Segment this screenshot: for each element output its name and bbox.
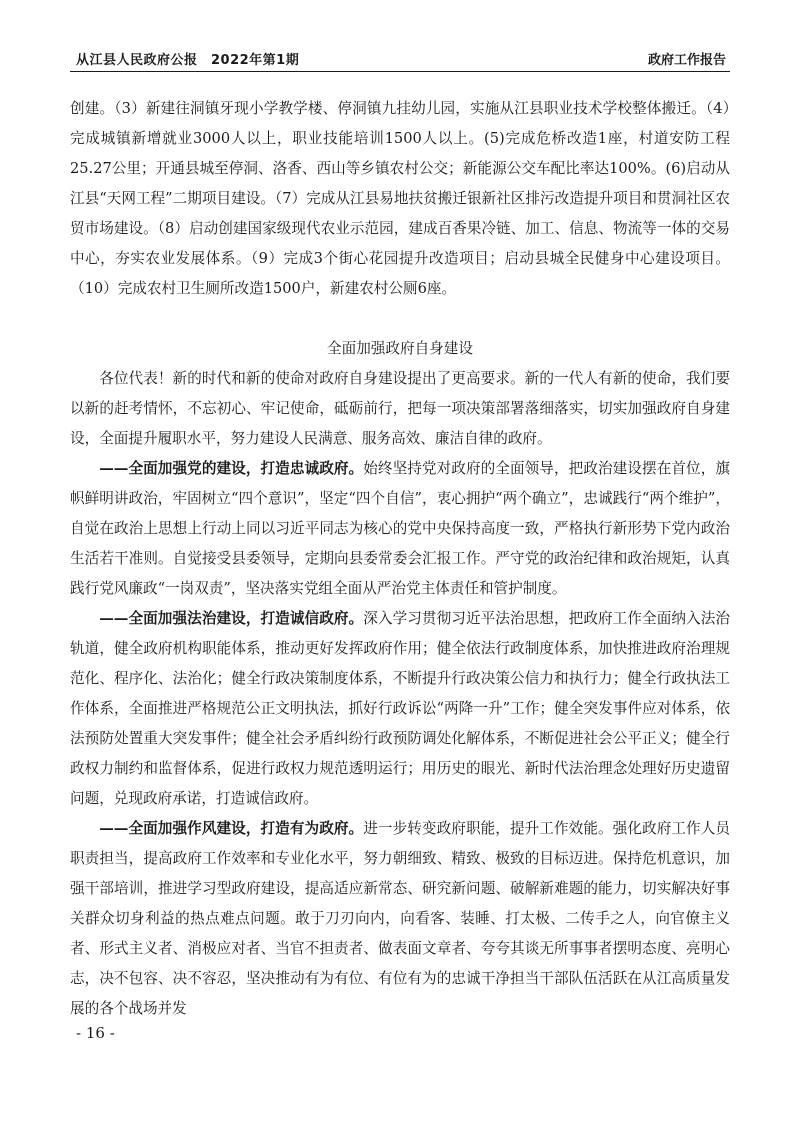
lead-rule-of-law: ——全面加强法治建设，打造诚信政府。 (99, 610, 364, 627)
document-body (70, 94, 730, 1024)
section-label: 政府工作报告 (647, 53, 726, 68)
gazette-title: 从江县人民政府公报 2022年第1期 (76, 53, 300, 68)
text-party-building: 始终坚持党对政府的全面领导，把政治建设摆在首位，旗帜鲜明讲政治，牢固树立“四个意识”，坚定“四个自信”，衷心拥护“两个确立”，忠诚践行“两个维护”，自觉在政治上思想上行动上同以习近平同志为核心的党中央保持高度一致，严格执行新形势下党内政治生活若干准则。自觉接受县委领导，定期向县委常委会汇报工作。严守党的政治纪律和政治规矩，认真践行党风廉政“一岗双责”，坚决落实党组全面从严治党主体责任和管护制度。 (70, 460, 730, 597)
paragraph-work-style (70, 814, 730, 1024)
page-number: - 16 - (76, 1024, 115, 1042)
paragraph-intro: 各位代表！新的时代和新的使命对政府自身建设提出了更高要求。新的一代人有新的使命，我们要以新的赶考情怀，不忘初心、牢记使命，砥砺前行，把每一项决策部署落细落实，切实加强政府自身建设，全面提升履职水平，努力建设人民满意、服务高效、廉洁自律的政府。 (70, 370, 730, 447)
lead-work-style: ——全面加强作风建设，打造有为政府。 (99, 820, 364, 837)
page-header (70, 45, 730, 72)
text-work-style: 进一步转变政府职能，提升工作效能。强化政府工作人员职责担当，提高政府工作效率和专业化水平，努力朝细致、精致、极致的目标迈进。保持危机意识，加强干部培训，推进学习型政府建设，提高适应新常态、研究新问题、破解新难题的能力，切实解决好事关群众切身利益的热点难点问题。敢于刀刃向内，向看客、装睡、打太极、二传手之人，向官僚主义者、形式主义者、消极应对者、当官不担责者、做表面文章者、夸夸其谈无所事事者摆明态度、亮明心志，决不包容、决不容忍，坚决推动有为有位、有位有为的忠诚干净担当干部队伍活跃在从江高质量发展的各个战场并发 (70, 820, 730, 1017)
lead-party-building: ——全面加强党的建设，打造忠诚政府。 (99, 460, 364, 477)
paragraph-party-building (70, 454, 730, 604)
text-rule-of-law: 深入学习贯彻习近平法治思想，把政府工作全面纳入法治轨道，健全政府机构职能体系，推动更好发挥政府作用；健全依法行政制度体系，加快推进政府治理规范化、程序化、法治化；健全行政决策制度体系，不断提升行政决策公信力和执行力；健全行政执法工作体系，全面推进严格规范公正文明执法，抓好行政诉讼“两降一升”工作；健全突发事件应对体系，依法预防处置重大突发事件；健全社会矛盾纠纷行政预防调处化解体系，不断促进社会公平正义；健全行政权力制约和监督体系，促进行政权力规范透明运行；用历史的眼光、新时代法治理念处理好历史遗留问题，兑现政府承诺，打造诚信政府。 (70, 610, 730, 807)
paragraph-rule-of-law (70, 604, 730, 814)
paragraph-continuation: 创建。（3）新建往洞镇牙现小学教学楼、停洞镇九挂幼儿园，实施从江县职业技术学校整体搬迁。（4）完成城镇新增就业3000人以上，职业技能培训1500人以上。(5)完成危桥改造1座，村道安防工程25.27公里；开通县城至停洞、洛香、西山等乡镇农村公交；新能源公交车配比率达100%。(6)启动从江县“天网工程”二期项目建设。（7）完成从江县易地扶贫搬迁银新社区排污改造提升项目和贯洞社区农贸市场建设。（8）启动创建国家级现代农业示范园，建成百香果冷链、加工、信息、物流等一体的交易中心，夯实农业发展体系。（9）完成3个街心花园提升改造项目；启动县城全民健身中心建设项目。（10）完成农村卫生厕所改造1500户，新建农村公厕6座。 (70, 100, 730, 297)
section-heading: 全面加强政府自身建设 (327, 340, 473, 357)
